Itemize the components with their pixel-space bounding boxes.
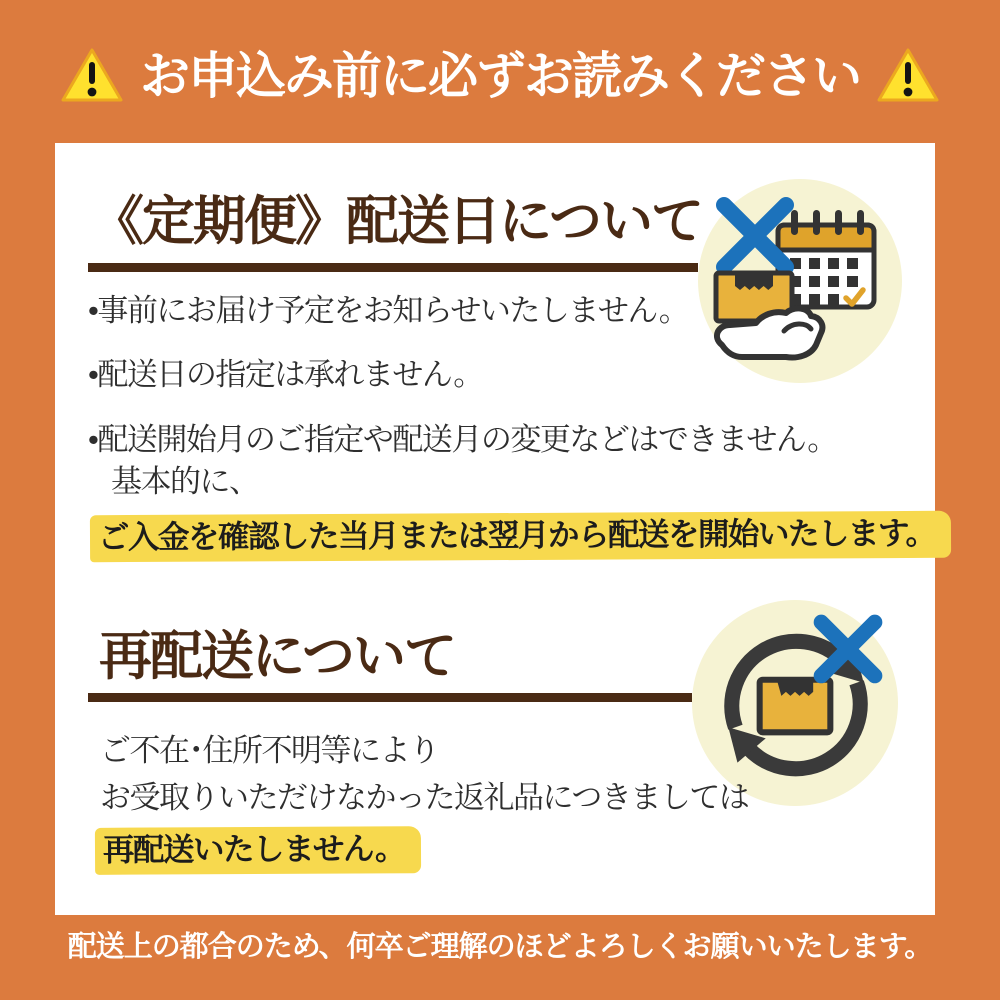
section1-bullet-2: •配送日の指定は承れません。 (88, 357, 483, 392)
section2-highlight (95, 827, 421, 874)
content-panel (55, 143, 935, 915)
no-delivery-schedule-icon (698, 179, 902, 383)
section2-underline (88, 693, 692, 702)
header-title: お申込み前に必ずお読みください (140, 48, 860, 104)
section1-highlight (90, 513, 951, 560)
header (0, 38, 1000, 114)
section2-heading: 再配送について (99, 627, 455, 686)
section1-bullet-1: •事前にお届け予定をお知らせいたしません。 (88, 293, 689, 328)
footer-note: 配送上の都合のため、何卒ご理解のほどよろしくお願いいたします。 (67, 931, 933, 963)
cycle-box-icon (692, 600, 898, 806)
highlighted-text: ご入金を確認した当月または翌月から配送を開始いたします。 (90, 511, 952, 562)
section2-line-2: お受取りいただけなかった返礼品につきましては (100, 780, 749, 815)
warning-triangle-icon (876, 47, 940, 105)
section2-line-1: ご不在･住所不明等により (100, 733, 439, 768)
calendar-hand-box-icon (698, 179, 902, 383)
section1-continuation: 基本的に、 (111, 464, 259, 499)
section1-heading: 《定期便》配送日について (91, 192, 702, 251)
section1-underline (88, 263, 698, 272)
highlighted-text: 再配送いたしません。 (95, 826, 421, 874)
no-redelivery-icon (692, 600, 898, 806)
section1-bullet-3: •配送開始月のご指定や配送月の変更などはできません。 (88, 422, 837, 457)
warning-triangle-icon (60, 47, 124, 105)
